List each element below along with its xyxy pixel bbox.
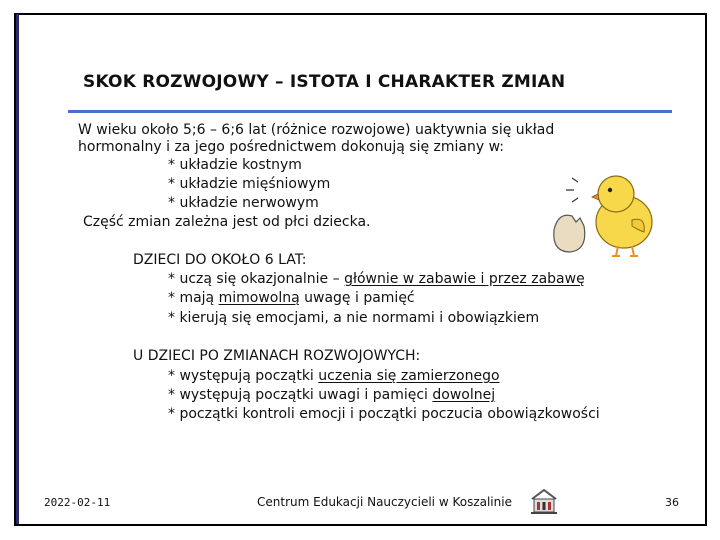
footer-date: 2022-02-11 xyxy=(44,496,111,509)
section1-item-2 xyxy=(168,289,415,307)
section1-item-3: * kierują się emocjami, a nie normami i obowiązkiem xyxy=(168,310,540,326)
slide-title: SKOK ROZWOJOWY – ISTOTA I CHARAKTER ZMIAN xyxy=(83,72,566,92)
footer-organization: Centrum Edukacji Nauczycieli w Koszalinie xyxy=(257,495,512,509)
section2-item-1-underlined: uczenia się zamierzonego xyxy=(318,368,500,384)
section2-item-2-underlined: dowolnej xyxy=(432,387,496,403)
section1-item-1 xyxy=(168,270,585,288)
section2-item-2-prefix: * występują początki uwagi i pamięci xyxy=(168,387,433,403)
intro-line-2: hormonalny i za jego pośrednictwem dokonują się zmiany w: xyxy=(78,139,505,155)
cen-logo-icon xyxy=(528,487,560,515)
footer-page-number: 36 xyxy=(665,496,679,509)
intro-item-muscles: * układzie mięśniowym xyxy=(168,176,331,192)
section1-heading: DZIECI DO OKOŁO 6 LAT: xyxy=(133,252,307,268)
section2-item-3: * początki kontroli emocji i początki poczucia obowiązkowości xyxy=(168,406,600,422)
chick-hatching-icon xyxy=(548,160,656,260)
section2-heading: U DZIECI PO ZMIANACH ROZWOJOWYCH: xyxy=(133,348,421,364)
section2-item-1-prefix: * występują początki xyxy=(168,368,319,384)
section1-item-2-prefix: * mają xyxy=(168,290,219,306)
intro-item-bones: * układzie kostnym xyxy=(168,157,302,173)
section1-item-1-prefix: * uczą się okazjonalnie – xyxy=(168,271,345,287)
section1-item-1-underlined: głównie w zabawie i przez zabawę xyxy=(344,271,585,287)
section1-item-2-suffix: uwagę i pamięć xyxy=(299,290,415,306)
intro-closing: Część zmian zależna jest od płci dziecka. xyxy=(83,214,371,230)
title-underline xyxy=(68,110,672,113)
intro-line-1: W wieku około 5;6 – 6;6 lat (różnice rozwojowe) uaktywnia się układ xyxy=(78,122,555,138)
section2-item-2 xyxy=(168,386,495,404)
section1-item-2-underlined: mimowolną xyxy=(218,290,300,306)
section2-item-1 xyxy=(168,367,500,385)
slide-left-stripe xyxy=(16,14,19,524)
intro-item-nerves: * układzie nerwowym xyxy=(168,195,319,211)
